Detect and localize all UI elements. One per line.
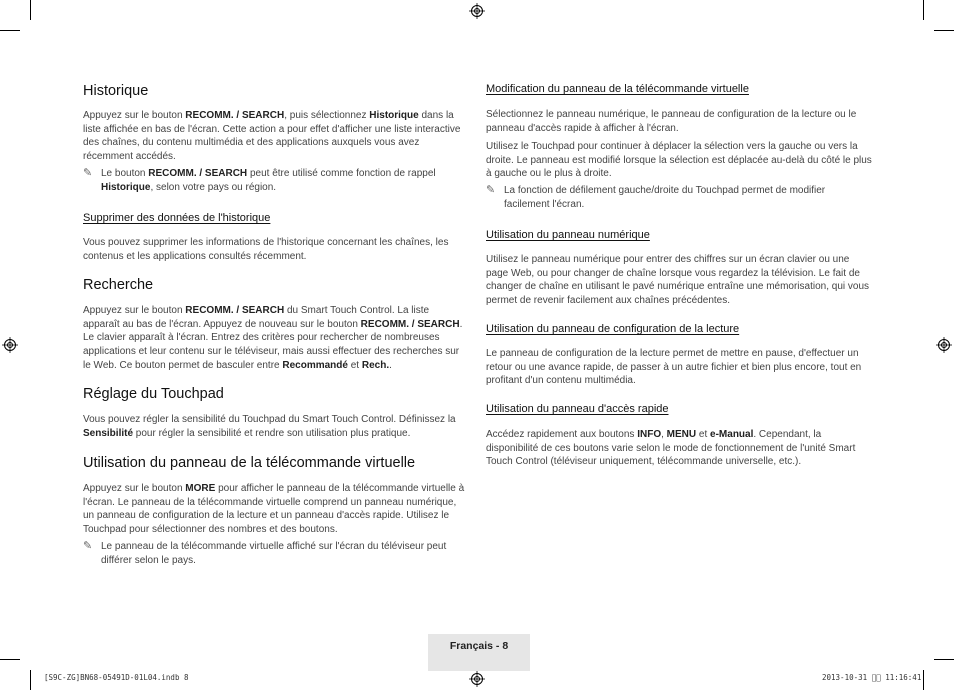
crop-mark — [923, 0, 924, 20]
crop-mark — [30, 0, 31, 20]
print-slug-left: [S9C-ZG]BN68-05491D-01L04.indb 8 — [44, 673, 189, 682]
paragraph-reglage-touchpad: Vous pouvez régler la sensibilité du Touchpad du Smart Touch Control. Définissez la Sensibilité pour régler la sensibilité et rendre son utilisation plus pratique. — [83, 414, 456, 439]
registration-mark-icon — [2, 337, 18, 353]
crop-mark — [923, 670, 924, 690]
heading-telecommande-virtuelle: Utilisation du panneau de la télécommande virtuelle — [83, 455, 416, 471]
subheading-configuration: Utilisation du panneau de configuration de la lecture — [486, 323, 740, 335]
paragraph-configuration: Le panneau de configuration de la lecture permet de mettre en pause, d'effectuer un retour ou une avance rapide, de passer à un autre fichier et bien plus encore, tout en profitant d'un contenu multimédia. — [486, 348, 862, 387]
registration-mark-icon — [469, 3, 485, 19]
subheading-acces-rapide: Utilisation du panneau d'accès rapide — [486, 403, 669, 415]
page-number: Français - 8 — [449, 640, 509, 652]
heading-recherche: Recherche — [83, 277, 154, 293]
paragraph-acces-rapide: Accédez rapidement aux boutons INFO, MENU et e-Manual. Cependant, la disponibilité de ces boutons varie selon le mode de fonctionnement de l'unité Smart Touch Control (téléviseur uniquement, télécommande universelle, etc.). — [486, 429, 856, 468]
crop-mark — [0, 659, 20, 660]
paragraph-numerique: Utilisez le panneau numérique pour entrer des chiffres sur un écran clavier ou une page Web, ou pour changer de chaîne lorsque vous regardez la télévision. Le fait de changer de chaîne en utilisant le pavé numérique entraîne une mémorisation, qui vous permet de revenir facilement aux chaînes précédentes. — [486, 254, 870, 307]
registration-mark-icon — [469, 671, 485, 687]
crop-mark — [934, 30, 954, 31]
subheading-numerique: Utilisation du panneau numérique — [486, 229, 650, 241]
crop-mark — [0, 30, 20, 31]
paragraph-supprimer: Vous pouvez supprimer les informations de l'historique concernant les chaînes, les contenus et les applications consultés récemment. — [83, 237, 449, 262]
pencil-note-icon: ✎ — [486, 184, 496, 196]
subheading-modification: Modification du panneau de la télécommande virtuelle — [486, 83, 749, 95]
heading-historique: Historique — [83, 83, 149, 99]
subheading-supprimer: Supprimer des données de l'historique — [83, 212, 271, 224]
paragraph-modification-1: Sélectionnez le panneau numérique, le panneau de configuration de la lecture ou le panneau d'accès rapide à afficher à l'écran. — [486, 109, 857, 134]
print-slug-right: 2013-10-31 ￿￿ 11:16:41 — [822, 673, 922, 682]
note-modification: ✎ La fonction de défilement gauche/droite du Touchpad permet de modifier facilement l'écran. — [486, 184, 826, 210]
pencil-note-icon: ✎ — [83, 540, 93, 552]
paragraph-historique: Appuyez sur le bouton RECOMM. / SEARCH, puis sélectionnez Historique dans la liste affichée en bas de l'écran. Cette action a pour effet d'afficher une liste interactive des chaînes, du contenu multimédia et des applications auxquels vous avez récemment accédés. — [83, 110, 461, 163]
paragraph-recherche: Appuyez sur le bouton RECOMM. / SEARCH du Smart Touch Control. La liste apparaît au bas de l'écran. Appuyez de nouveau sur le bouton RECOMM. / SEARCH. Le clavier apparaît à l'écran. Entrez des critères pour rechercher de nombreuses applications et leur contenu sur le téléviseur, mais aussi effectuer des recherches sur le Web. Ce bouton permet de basculer entre Recommandé et Rech.. — [83, 305, 463, 371]
note-historique: ✎ Le bouton RECOMM. / SEARCH peut être utilisé comme fonction de rappel Historique, selon votre pays ou région. — [83, 167, 436, 193]
heading-reglage-touchpad: Réglage du Touchpad — [83, 386, 224, 402]
page-number-tab — [428, 634, 530, 671]
paragraph-telecommande-virtuelle: Appuyez sur le bouton MORE pour afficher le panneau de la télécommande virtuelle à l'écran. Le panneau de la télécommande virtuelle comprend un panneau numérique, un panneau de configuration de la lecture et un panneau d'accès rapide. Utilisez le Touchpad pour sélectionner des nombres et des boutons. — [83, 483, 465, 536]
note-telecommande-virtuelle: ✎ Le panneau de la télécommande virtuelle affiché sur l'écran du téléviseur peut différer selon le pays. — [83, 540, 447, 566]
crop-mark — [934, 659, 954, 660]
paragraph-modification-2: Utilisez le Touchpad pour continuer à déplacer la sélection vers la gauche ou vers la droite. Le panneau est modifié lorsque la sélection est déplacée au-delà du côté le plus à gauche ou le plus à droite. — [486, 141, 872, 180]
registration-mark-icon — [936, 337, 952, 353]
crop-mark — [30, 670, 31, 690]
pencil-note-icon: ✎ — [83, 167, 93, 179]
